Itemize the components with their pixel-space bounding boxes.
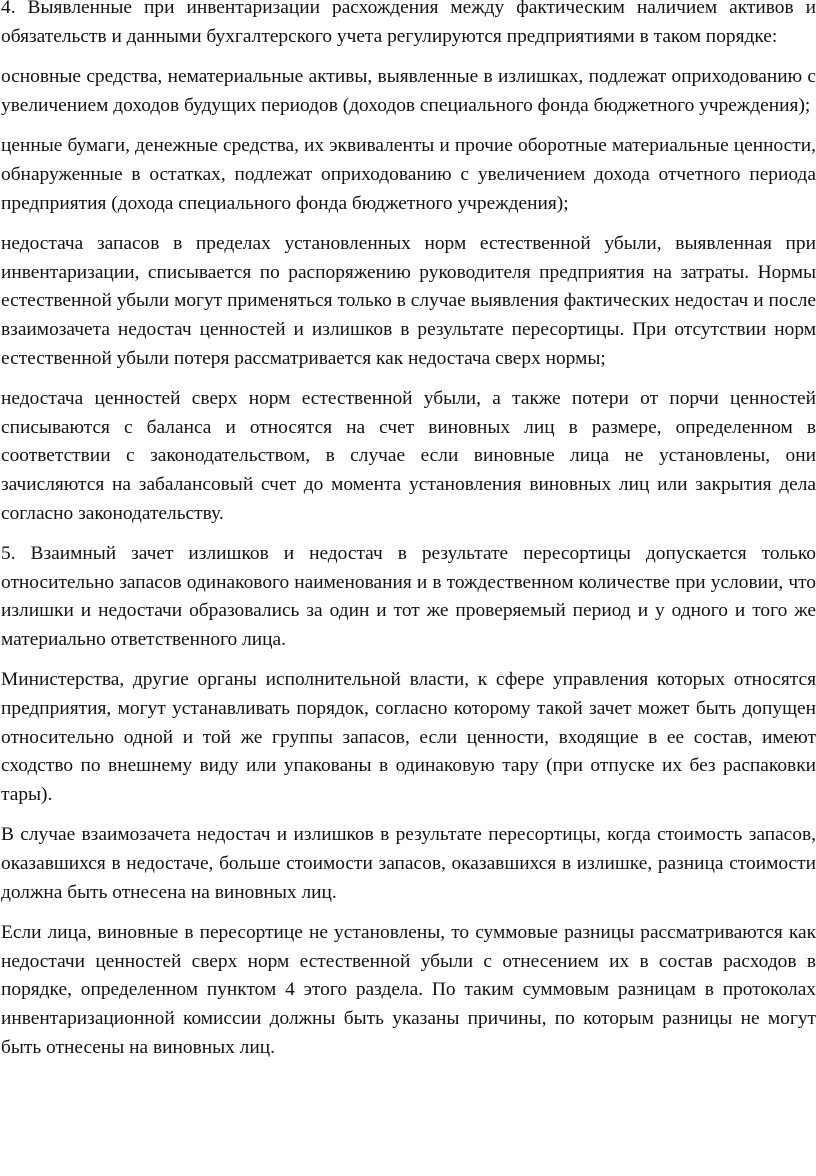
paragraph-shortage-above-norms: недостача ценностей сверх норм естественной убыли, а также потери от порчи ценностей списываются с баланса и относятся на счет виновных лиц в размере, определенном в соответствии с законодательством, в случае если виновные лица не установлены, они зачисляются на забалансовый счет до момента установления виновных лиц или закрытия дела согласно законодательству. [1, 388, 816, 524]
paragraph-offset-difference: В случае взаимозачета недостач и излишков в результате пересортицы, когда стоимость запасов, оказавшихся в недостаче, больше стоимости запасов, оказавшихся в излишке, разница стоимости должна быть отнесена на виновных лиц. [1, 824, 816, 903]
paragraph-unidentified-culprits: Если лица, виновные в пересортице не установлены, то суммовые разницы рассматриваются как недостачи ценностей сверх норм естественной убыли с отнесением их в состав расходов в порядке, определенном пунктом 4 этого раздела. По таким суммовым разницам в протоколах инвентаризационной комиссии должны быть указаны причины, по которым разницы не могут быть отнесены на виновных лиц. [1, 922, 816, 1058]
paragraph-ministries: Министерства, другие органы исполнительной власти, к сфере управления которых относятся предприятия, могут устанавливать порядок, согласно которому такой зачет может быть допущен относительно одной и той же группы запасов, если ценности, входящие в ее состав, имеют сходство по внешнему виду или упакованы в одинаковую тару (при отпуске их без распаковки тары). [1, 669, 816, 805]
paragraph-item-5: 5. Взаимный зачет излишков и недостач в результате пересортицы допускается только относительно запасов одинакового наименования и в тождественном количестве при условии, что излишки и недостачи образовались за один и тот же проверяемый период и у одного и того же материально ответственного лица. [1, 543, 816, 650]
paragraph-fixed-assets: основные средства, нематериальные активы, выявленные в излишках, подлежат оприходованию с увеличением доходов будущих периодов (доходов специального фонда бюджетного учреждения); [1, 66, 816, 116]
paragraph-securities: ценные бумаги, денежные средства, их эквиваленты и прочие оборотные материальные ценности, обнаруженные в остатках, подлежат оприходованию с увеличением дохода отчетного периода предприятия (дохода специального фонда бюджетного учреждения); [1, 135, 816, 214]
paragraph-shortage-within-norms: недостача запасов в пределах установленных норм естественной убыли, выявленная при инвентаризации, списывается по распоряжению руководителя предприятия на затраты. Нормы естественной убыли могут применяться только в случае выявления фактических недостач и после взаимозачета недостач ценностей и излишков в результате пересортицы. При отсутствии норм естественной убыли потеря рассматривается как недостача сверх нормы; [1, 233, 816, 369]
paragraph-item-4: 4. Выявленные при инвентаризации расхождения между фактическим наличием активов и обязательств и данными бухгалтерского учета регулируются предприятиями в таком порядке: [1, 0, 816, 47]
